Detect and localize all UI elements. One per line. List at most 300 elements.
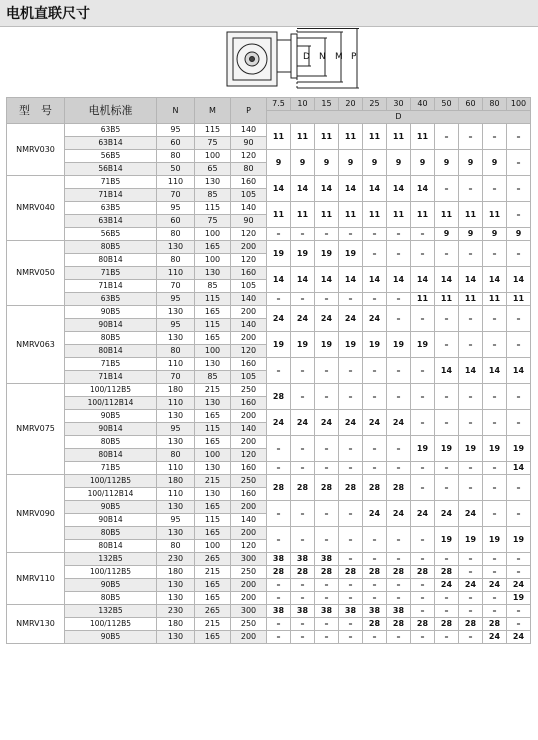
d-value-cell: – [507, 410, 531, 436]
d-value-cell: 14 [411, 176, 435, 202]
d-value-cell: – [267, 501, 291, 527]
table-row [7, 553, 531, 566]
d-value-cell: 28 [339, 475, 363, 501]
n-cell: 110 [157, 397, 195, 410]
d-value-cell: 24 [363, 410, 387, 436]
n-cell: 130 [157, 306, 195, 319]
m-cell: 115 [195, 293, 231, 306]
d-value-cell: – [291, 436, 315, 462]
m-cell: 85 [195, 371, 231, 384]
motor-cell: 71B14 [65, 371, 157, 384]
model-cell: NMRV130 [7, 605, 65, 644]
motor-cell: 71B14 [65, 280, 157, 293]
motor-cell: 71B5 [65, 267, 157, 280]
d-value-cell: – [315, 501, 339, 527]
d-value-cell: 9 [363, 150, 387, 176]
d-value-cell: – [339, 631, 363, 644]
d-value-cell: – [507, 241, 531, 267]
motor-cell: 71B5 [65, 176, 157, 189]
d-value-cell: – [507, 306, 531, 332]
d-value-cell: – [291, 631, 315, 644]
table-row [7, 228, 531, 241]
d-value-cell: 11 [459, 293, 483, 306]
d-value-cell: – [387, 592, 411, 605]
d-value-cell: – [339, 293, 363, 306]
d-value-cell: 11 [411, 124, 435, 150]
d-value-cell: 24 [291, 410, 315, 436]
diagram-label-m: M [335, 52, 343, 62]
m-cell: 130 [195, 462, 231, 475]
table-row [7, 605, 531, 618]
d-value-cell: 28 [339, 566, 363, 579]
motor-cell: 80B5 [65, 527, 157, 540]
d-value-cell: 28 [435, 566, 459, 579]
d-value-cell: 9 [459, 150, 483, 176]
d-value-cell: 28 [363, 618, 387, 631]
d-value-cell: – [435, 124, 459, 150]
model-cell: NMRV050 [7, 241, 65, 306]
table-row [7, 410, 531, 423]
d-value-cell: 28 [267, 384, 291, 410]
motor-cell: 63B5 [65, 293, 157, 306]
d-value-cell: – [411, 462, 435, 475]
d-value-cell: – [411, 527, 435, 553]
d-value-cell: 28 [363, 475, 387, 501]
n-cell: 180 [157, 618, 195, 631]
model-cell: NMRV040 [7, 176, 65, 241]
d-value-cell: – [363, 384, 387, 410]
d-value-cell: 9 [267, 150, 291, 176]
p-cell: 90 [231, 215, 267, 228]
d-value-cell: – [267, 579, 291, 592]
d-value-cell: 19 [315, 241, 339, 267]
p-cell: 250 [231, 566, 267, 579]
d-value-cell: 19 [507, 436, 531, 462]
n-cell: 80 [157, 345, 195, 358]
d-value-cell: – [435, 631, 459, 644]
d-value-cell: 14 [411, 267, 435, 293]
p-cell: 120 [231, 228, 267, 241]
d-value-cell: 24 [459, 579, 483, 592]
d-value-cell: 14 [339, 176, 363, 202]
d-value-cell: – [459, 631, 483, 644]
motor-cell: 90B5 [65, 306, 157, 319]
m-cell: 115 [195, 202, 231, 215]
d-value-cell: – [459, 241, 483, 267]
p-cell: 200 [231, 332, 267, 345]
p-cell: 200 [231, 410, 267, 423]
d-value-cell: 19 [315, 332, 339, 358]
d-value-cell: – [267, 631, 291, 644]
model-cell: NMRV075 [7, 384, 65, 475]
d-value-cell: 19 [267, 241, 291, 267]
d-value-cell: 24 [339, 410, 363, 436]
d-value-cell: – [267, 358, 291, 384]
header-ratio-100: 100 [507, 98, 531, 111]
m-cell: 75 [195, 137, 231, 150]
d-value-cell: 11 [363, 124, 387, 150]
d-value-cell: 11 [339, 202, 363, 228]
d-value-cell: 24 [435, 579, 459, 592]
p-cell: 140 [231, 293, 267, 306]
d-value-cell: 19 [387, 332, 411, 358]
m-cell: 165 [195, 332, 231, 345]
d-value-cell: – [411, 553, 435, 566]
d-value-cell: – [339, 618, 363, 631]
d-value-cell: 19 [435, 436, 459, 462]
d-value-cell: 19 [483, 436, 507, 462]
motor-cell: 80B5 [65, 592, 157, 605]
d-value-cell: – [339, 592, 363, 605]
motor-cell: 132B5 [65, 605, 157, 618]
p-cell: 250 [231, 475, 267, 488]
d-value-cell: – [507, 124, 531, 150]
d-value-cell: – [363, 553, 387, 566]
d-value-cell: – [363, 358, 387, 384]
table-row [7, 306, 531, 319]
n-cell: 130 [157, 501, 195, 514]
p-cell: 120 [231, 540, 267, 553]
d-value-cell: 19 [291, 332, 315, 358]
d-value-cell: – [459, 306, 483, 332]
motor-flange-diagram [225, 28, 385, 96]
d-value-cell: – [459, 553, 483, 566]
d-value-cell: 14 [435, 358, 459, 384]
d-value-cell: – [459, 176, 483, 202]
d-value-cell: 9 [483, 150, 507, 176]
d-value-cell: 14 [507, 462, 531, 475]
p-cell: 140 [231, 202, 267, 215]
d-value-cell: – [483, 332, 507, 358]
d-value-cell: – [315, 462, 339, 475]
d-value-cell: 14 [291, 176, 315, 202]
m-cell: 75 [195, 215, 231, 228]
d-value-cell: – [435, 306, 459, 332]
n-cell: 70 [157, 280, 195, 293]
d-value-cell: 11 [411, 293, 435, 306]
d-value-cell: 9 [411, 150, 435, 176]
n-cell: 110 [157, 358, 195, 371]
p-cell: 160 [231, 267, 267, 280]
motor-cell: 90B5 [65, 501, 157, 514]
d-value-cell: – [363, 436, 387, 462]
d-value-cell: – [387, 241, 411, 267]
m-cell: 165 [195, 579, 231, 592]
m-cell: 265 [195, 553, 231, 566]
m-cell: 130 [195, 176, 231, 189]
d-value-cell: – [363, 579, 387, 592]
d-value-cell: – [507, 566, 531, 579]
n-cell: 80 [157, 150, 195, 163]
n-cell: 80 [157, 254, 195, 267]
d-value-cell: 11 [483, 202, 507, 228]
d-value-cell: – [435, 475, 459, 501]
d-value-cell: 28 [411, 566, 435, 579]
d-value-cell: 14 [507, 267, 531, 293]
motor-cell: 100/112B5 [65, 566, 157, 579]
d-value-cell: – [411, 592, 435, 605]
m-cell: 130 [195, 358, 231, 371]
motor-cell: 56B5 [65, 150, 157, 163]
header-ratio-15: 15 [315, 98, 339, 111]
d-value-cell: – [507, 176, 531, 202]
d-value-cell: 38 [363, 605, 387, 618]
d-value-cell: – [507, 501, 531, 527]
d-value-cell: 24 [267, 306, 291, 332]
d-value-cell: 11 [291, 202, 315, 228]
p-cell: 120 [231, 449, 267, 462]
diagram-label-p: P [351, 52, 357, 62]
header-ratio-7-5: 7.5 [267, 98, 291, 111]
d-value-cell: 9 [339, 150, 363, 176]
m-cell: 115 [195, 124, 231, 137]
d-value-cell: – [267, 527, 291, 553]
d-value-cell: 19 [507, 592, 531, 605]
m-cell: 65 [195, 163, 231, 176]
n-cell: 70 [157, 371, 195, 384]
motor-cell: 90B5 [65, 579, 157, 592]
d-value-cell: – [483, 566, 507, 579]
m-cell: 215 [195, 618, 231, 631]
p-cell: 120 [231, 254, 267, 267]
motor-cell: 100/112B14 [65, 488, 157, 501]
d-value-cell: 28 [387, 566, 411, 579]
n-cell: 80 [157, 228, 195, 241]
m-cell: 215 [195, 566, 231, 579]
header-ratio-50: 50 [435, 98, 459, 111]
d-value-cell: 9 [291, 150, 315, 176]
d-value-cell: – [459, 605, 483, 618]
d-value-cell: – [435, 592, 459, 605]
d-value-cell: 19 [459, 436, 483, 462]
d-value-cell: – [435, 605, 459, 618]
d-value-cell: – [291, 527, 315, 553]
d-value-cell: – [291, 592, 315, 605]
d-value-cell: – [291, 384, 315, 410]
d-value-cell: 28 [435, 618, 459, 631]
table-row [7, 332, 531, 345]
d-value-cell: – [483, 501, 507, 527]
d-value-cell: – [267, 436, 291, 462]
d-value-cell: – [387, 358, 411, 384]
motor-cell: 80B5 [65, 332, 157, 345]
n-cell: 80 [157, 449, 195, 462]
table-row [7, 293, 531, 306]
d-value-cell: – [411, 228, 435, 241]
d-value-cell: – [459, 410, 483, 436]
header-ratio-60: 60 [459, 98, 483, 111]
d-value-cell: 9 [483, 228, 507, 241]
table-row [7, 150, 531, 163]
table-row [7, 475, 531, 488]
d-value-cell: 9 [507, 228, 531, 241]
p-cell: 120 [231, 345, 267, 358]
table-row [7, 202, 531, 215]
d-value-cell: – [435, 553, 459, 566]
n-cell: 180 [157, 384, 195, 397]
d-value-cell: – [363, 592, 387, 605]
m-cell: 100 [195, 254, 231, 267]
header-ratio-40: 40 [411, 98, 435, 111]
m-cell: 165 [195, 306, 231, 319]
d-value-cell: 14 [483, 358, 507, 384]
d-value-cell: 11 [315, 202, 339, 228]
d-value-cell: 24 [387, 410, 411, 436]
n-cell: 130 [157, 631, 195, 644]
n-cell: 60 [157, 215, 195, 228]
d-value-cell: 28 [267, 475, 291, 501]
d-value-cell: 38 [315, 553, 339, 566]
d-value-cell: 9 [315, 150, 339, 176]
d-value-cell: – [459, 384, 483, 410]
table-row [7, 527, 531, 540]
d-value-cell: 24 [363, 501, 387, 527]
d-value-cell: – [411, 358, 435, 384]
d-value-cell: 19 [435, 527, 459, 553]
header-n: N [157, 98, 195, 124]
d-value-cell: 14 [435, 267, 459, 293]
d-value-cell: 19 [411, 436, 435, 462]
n-cell: 130 [157, 410, 195, 423]
d-value-cell: 11 [483, 293, 507, 306]
d-value-cell: 19 [339, 332, 363, 358]
p-cell: 200 [231, 631, 267, 644]
header-ratio-30: 30 [387, 98, 411, 111]
d-value-cell: 19 [363, 332, 387, 358]
d-value-cell: 11 [387, 202, 411, 228]
d-value-cell: – [411, 384, 435, 410]
table-row [7, 566, 531, 579]
d-value-cell: – [315, 579, 339, 592]
m-cell: 115 [195, 319, 231, 332]
d-value-cell: 19 [339, 241, 363, 267]
table-row [7, 501, 531, 514]
motor-cell: 90B5 [65, 410, 157, 423]
d-value-cell: – [339, 358, 363, 384]
d-value-cell: – [387, 527, 411, 553]
p-cell: 80 [231, 163, 267, 176]
d-value-cell: – [411, 410, 435, 436]
d-value-cell: – [411, 241, 435, 267]
m-cell: 115 [195, 423, 231, 436]
d-value-cell: 28 [291, 566, 315, 579]
d-value-cell: 24 [507, 579, 531, 592]
n-cell: 95 [157, 293, 195, 306]
d-value-cell: – [459, 124, 483, 150]
d-value-cell: – [459, 462, 483, 475]
d-value-cell: – [507, 553, 531, 566]
table-row [7, 176, 531, 189]
d-value-cell: 28 [291, 475, 315, 501]
motor-cell: 80B5 [65, 241, 157, 254]
p-cell: 200 [231, 436, 267, 449]
n-cell: 70 [157, 189, 195, 202]
d-value-cell: 28 [363, 566, 387, 579]
d-value-cell: 38 [267, 553, 291, 566]
d-value-cell: – [291, 228, 315, 241]
m-cell: 115 [195, 514, 231, 527]
d-value-cell: 28 [459, 618, 483, 631]
p-cell: 200 [231, 527, 267, 540]
d-value-cell: – [291, 501, 315, 527]
d-value-cell: – [507, 384, 531, 410]
d-value-cell: 11 [507, 293, 531, 306]
m-cell: 165 [195, 241, 231, 254]
d-value-cell: 19 [291, 241, 315, 267]
d-value-cell: – [435, 241, 459, 267]
model-cell: NMRV090 [7, 475, 65, 553]
d-value-cell: – [507, 605, 531, 618]
d-value-cell: 14 [267, 267, 291, 293]
header-ratio-20: 20 [339, 98, 363, 111]
motor-cell: 63B14 [65, 137, 157, 150]
p-cell: 200 [231, 501, 267, 514]
d-value-cell: 24 [483, 631, 507, 644]
motor-cell: 100/112B14 [65, 397, 157, 410]
p-cell: 140 [231, 124, 267, 137]
p-cell: 160 [231, 462, 267, 475]
p-cell: 105 [231, 371, 267, 384]
d-value-cell: 38 [291, 605, 315, 618]
d-value-cell: – [507, 202, 531, 228]
table-row [7, 631, 531, 644]
table-row [7, 618, 531, 631]
d-value-cell: – [483, 605, 507, 618]
d-value-cell: – [315, 631, 339, 644]
p-cell: 105 [231, 280, 267, 293]
m-cell: 130 [195, 488, 231, 501]
d-value-cell: 14 [483, 267, 507, 293]
page-title: 电机直联尺寸 [6, 6, 90, 22]
d-value-cell: – [267, 293, 291, 306]
m-cell: 100 [195, 449, 231, 462]
motor-cell: 80B14 [65, 449, 157, 462]
p-cell: 160 [231, 358, 267, 371]
d-value-cell: 14 [363, 267, 387, 293]
d-value-cell: – [435, 332, 459, 358]
p-cell: 160 [231, 488, 267, 501]
d-value-cell: 11 [459, 202, 483, 228]
d-value-cell: – [387, 384, 411, 410]
d-value-cell: – [483, 553, 507, 566]
n-cell: 130 [157, 436, 195, 449]
d-value-cell: – [387, 228, 411, 241]
d-value-cell: – [315, 592, 339, 605]
d-value-cell: 11 [339, 124, 363, 150]
d-value-cell: – [459, 592, 483, 605]
d-value-cell: – [267, 618, 291, 631]
header-motor: 电机标准 [65, 98, 157, 124]
m-cell: 215 [195, 384, 231, 397]
m-cell: 85 [195, 280, 231, 293]
motor-cell: 80B14 [65, 540, 157, 553]
motor-cell: 71B5 [65, 358, 157, 371]
d-value-cell: – [483, 410, 507, 436]
d-value-cell: 24 [315, 306, 339, 332]
d-value-cell: 14 [363, 176, 387, 202]
n-cell: 230 [157, 605, 195, 618]
d-value-cell: 24 [339, 306, 363, 332]
d-value-cell: – [363, 527, 387, 553]
d-value-cell: 14 [315, 267, 339, 293]
motor-cell: 100/112B5 [65, 618, 157, 631]
p-cell: 140 [231, 423, 267, 436]
d-value-cell: 9 [387, 150, 411, 176]
d-value-cell: – [435, 462, 459, 475]
motor-cell: 100/112B5 [65, 384, 157, 397]
p-cell: 105 [231, 189, 267, 202]
p-cell: 140 [231, 319, 267, 332]
